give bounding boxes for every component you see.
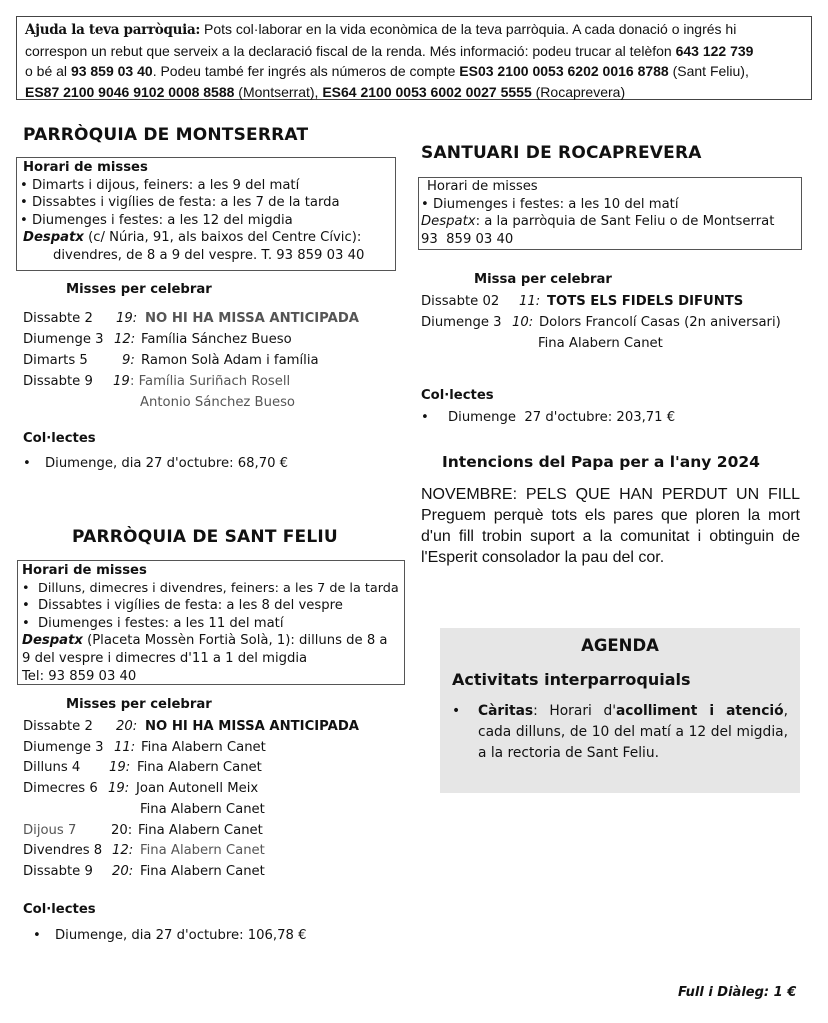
collection-item: • Diumenge, dia 27 d'octubre: 106,78 € (33, 928, 307, 943)
donation-title: Ajuda la teva parròquia: (25, 22, 201, 38)
schedule-item: • Diumenges i festes: a les 12 del migdia (20, 212, 293, 228)
rocaprevera-masses-heading: Missa per celebrar (474, 272, 612, 287)
despatx-line: Despatx (Placeta Mossèn Fortià Solà, 1): dilluns de 8 a (22, 633, 388, 649)
donation-info-box (16, 16, 812, 100)
rocaprevera-tel: 93 859 03 40 (421, 231, 514, 247)
bullet-icon: • (23, 456, 31, 471)
papa-intention-heading: NOVEMBRE: PELS QUE HAN PERDUT UN FILL (421, 486, 800, 503)
collection-item: • Diumenge 27 d'octubre: 203,71 € (421, 410, 676, 425)
santfeliu-masses-heading: Misses per celebrar (66, 697, 212, 712)
schedule-item: • Dilluns, dimecres i divendres, feiners: a les 7 de la tarda (22, 580, 399, 596)
schedule-item: • Dissabtes i vigílies de festa: a les 8 del vespre (22, 598, 343, 614)
rocaprevera-schedule-box (418, 177, 802, 250)
despatx-line: Despatx: a la parròquia de Sant Feliu o de Montserrat (421, 214, 775, 230)
santfeliu-schedule-box (17, 560, 405, 685)
rocaprevera-collections-heading: Col·lectes (421, 388, 494, 403)
bullet-icon: • (452, 703, 461, 719)
agenda-box (440, 628, 800, 793)
schedule-item: • Diumenges i festes: a les 10 del matí (421, 196, 679, 212)
montserrat-title: PARRÒQUIA DE MONTSERRAT (23, 125, 309, 145)
papa-intention-text: Preguem perquè tots els pares que ploren la mort d'un fill trobin suport a la comunitat i obtinguin de l'Esperit consolador la pau del cor. (421, 507, 800, 566)
montserrat-schedule-box (16, 157, 396, 271)
rocaprevera-title: SANTUARI DE ROCAPREVERA (421, 143, 702, 163)
agenda-subtitle: Activitats interparroquials (452, 670, 691, 689)
donation-line-3: o bé al 93 859 03 40. Podeu també fer ingrés als números de compte ES03 2100 0053 6202 0016 8788 (Sant Feliu), (25, 63, 749, 79)
phone-mobile: 643 122 739 (675, 42, 754, 59)
montserrat-collections-heading: Col·lectes (23, 431, 96, 446)
donation-line-1: Ajuda la teva parròquia: Pots col·laborar en la vida econòmica de la teva parròquia. A cada donació o ingrés hi (25, 21, 737, 38)
schedule-heading: Horari de misses (427, 179, 538, 194)
agenda-item: Càritas: Horari d'acolliment i atenció, cada dilluns, de 10 del matí a 12 del migdia, a la rectoria de Sant Feliu. (478, 703, 788, 761)
despatx-line-2: divendres, de 8 a 9 del vespre. T. 93 859 03 40 (53, 247, 365, 263)
collection-item: • Diumenge, dia 27 d'octubre: 68,70 € (23, 456, 289, 471)
santfeliu-collections-heading: Col·lectes (23, 902, 96, 917)
despatx-line: Despatx (c/ Núria, 91, als baixos del Centre Cívic): (23, 230, 362, 246)
montserrat-masses-heading: Misses per celebrar (66, 282, 212, 297)
santfeliu-tel: Tel: 93 859 03 40 (22, 668, 137, 684)
schedule-item: • Dimarts i dijous, feiners: a les 9 del matí (20, 177, 300, 193)
bullet-icon: • (33, 928, 41, 943)
schedule-heading: Horari de misses (23, 160, 148, 175)
footer-price: Full i Diàleg: 1 € (678, 985, 797, 1000)
schedule-heading: Horari de misses (22, 563, 147, 578)
papa-intentions-body (421, 484, 800, 568)
despatx-line-2: 9 del vespre i dimecres d'11 a 1 del migdia (22, 650, 308, 666)
donation-line-4: ES87 2100 9046 9102 0008 8588 (Montserrat), ES64 2100 0053 6002 0027 5555 (Rocaprevera) (25, 83, 626, 100)
santfeliu-masses-list: Dissabte 2 20: NO HI HA MISSA ANTICIPADA Diumenge 3 11: Fina Alabern Canet Dilluns 4 19: Fina Alabern Canet Dimecres 6 19: Joan Autonell Meix Fina Alabern Canet Dijous 7 20: Fina Alabern Canet Divendres 8 12: Fina Alabern Canet Dissabte 9 20: Fina Alabern Canet (23, 719, 359, 879)
montserrat-masses-list: Dissabte 2 19: NO HI HA MISSA ANTICIPADA Diumenge 3 12: Família Sánchez Bueso Dimarts 5 9: Ramon Solà Adam i família Dissabte 9 19 : Família Suriñach Rosell Antonio Sánchez Bueso (23, 311, 359, 410)
schedule-item: • Diumenges i festes: a les 11 del matí (22, 615, 284, 631)
papa-intentions-title: Intencions del Papa per a l'any 2024 (442, 453, 760, 471)
account-rocaprevera: ES64 2100 0053 6002 0027 5555 (322, 83, 532, 100)
agenda-title: AGENDA (581, 636, 659, 655)
account-santfeliu: ES03 2100 0053 6202 0016 8788 (459, 63, 669, 79)
donation-line-2: correspon un rebut que serveix a la declaració fiscal de la renda. Més informació: podeu trucar al telèfon 643 122 739 (25, 42, 754, 59)
bullet-icon: • (421, 410, 429, 425)
schedule-item: • Dissabtes i vigílies de festa: a les 7 de la tarda (20, 195, 340, 211)
account-montserrat: ES87 2100 9046 9102 0008 8588 (25, 83, 235, 100)
rocaprevera-masses-list: Dissabte 02 11: TOTS ELS FIDELS DIFUNTS Diumenge 3 10: Dolors Francolí Casas (2n aniversari) Fina Alabern Canet (421, 294, 781, 351)
phone-landline: 93 859 03 40 (70, 63, 153, 79)
santfeliu-title: PARRÒQUIA DE SANT FELIU (72, 527, 338, 547)
